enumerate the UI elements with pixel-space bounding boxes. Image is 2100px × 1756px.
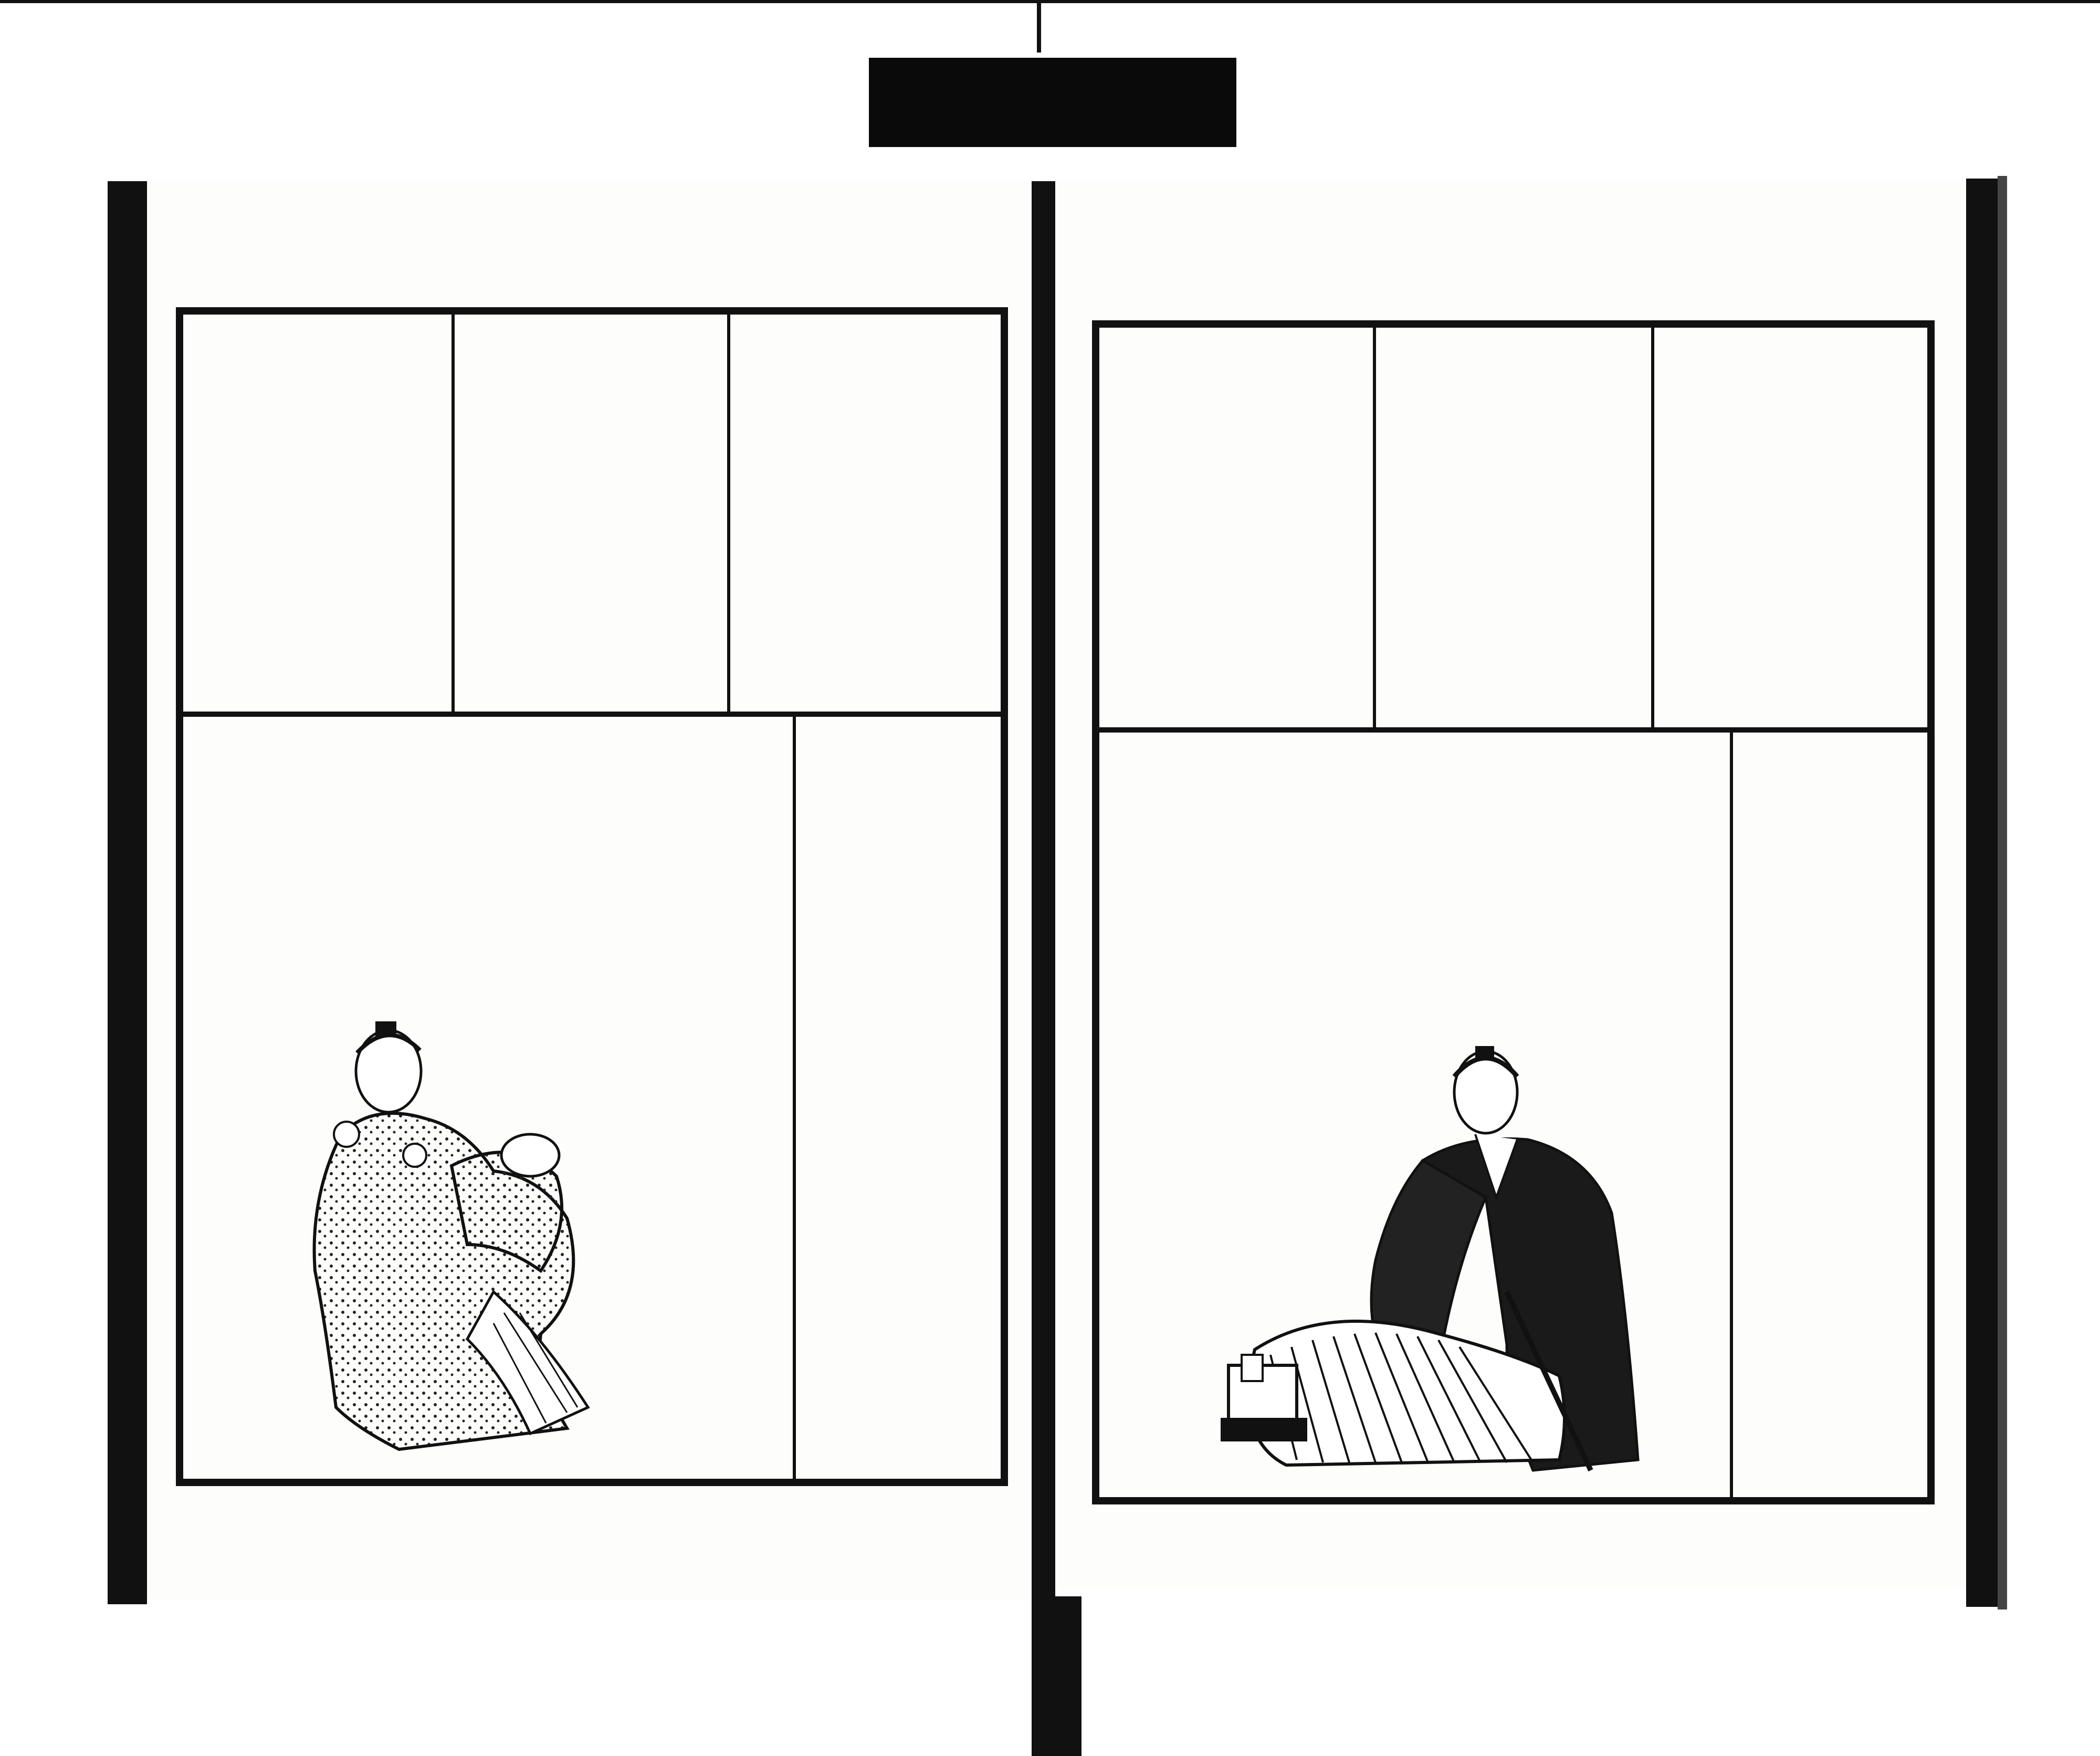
right-portrait-figure bbox=[1192, 1040, 1717, 1481]
left-portrait-figure bbox=[294, 998, 714, 1470]
left-page-edge bbox=[108, 181, 147, 1604]
right-page-edge bbox=[1966, 179, 1998, 1607]
right-entry-2 bbox=[1378, 328, 1648, 725]
right-entry-1 bbox=[1656, 328, 1927, 725]
left-entry-2 bbox=[456, 315, 726, 709]
right-frame-divider bbox=[1099, 727, 1927, 733]
scan-top-edge bbox=[0, 0, 2100, 3]
reel-number-label bbox=[869, 58, 1236, 147]
left-caption-rule bbox=[793, 717, 796, 1479]
right-col-rule-2 bbox=[1651, 328, 1654, 727]
left-frame-divider bbox=[183, 712, 1001, 717]
left-entry-1 bbox=[732, 315, 1000, 709]
right-entry-3 bbox=[1100, 328, 1370, 725]
left-col-rule-1 bbox=[452, 315, 455, 712]
left-col-rule-2 bbox=[727, 315, 730, 712]
center-gutter bbox=[1032, 181, 1055, 1756]
right-caption-rule bbox=[1730, 733, 1733, 1497]
left-entry-3 bbox=[184, 315, 449, 709]
scan-center-line-top bbox=[1037, 0, 1041, 53]
right-col-rule-1 bbox=[1373, 328, 1376, 727]
gutter-bottom bbox=[1037, 1596, 1082, 1756]
right-page-edge-shadow bbox=[1998, 176, 2007, 1609]
